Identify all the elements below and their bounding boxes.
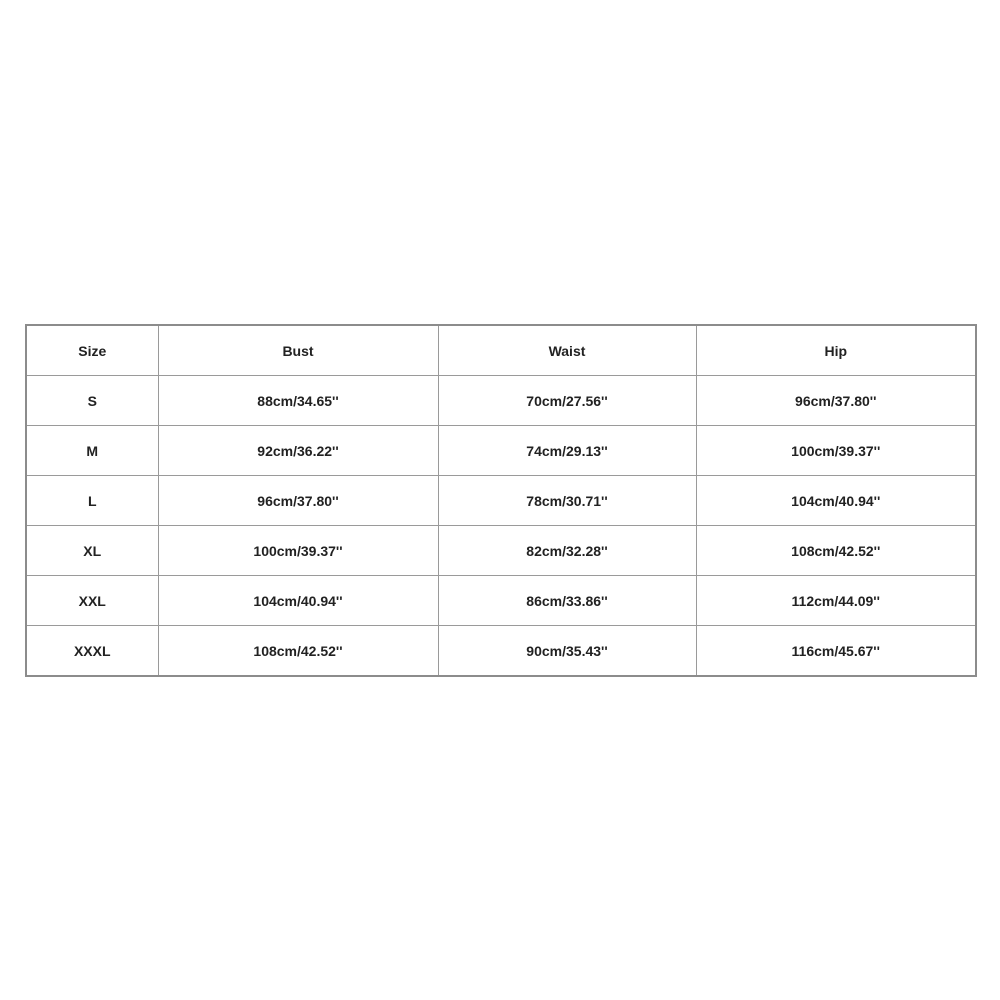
cell-size: XXL	[26, 576, 158, 626]
table-row	[26, 376, 976, 426]
cell-waist: 86cm/33.86''	[438, 576, 696, 626]
header-size: Size	[26, 325, 158, 376]
cell-waist: 82cm/32.28''	[438, 526, 696, 576]
cell-hip: 116cm/45.67''	[696, 626, 976, 677]
cell-bust: 108cm/42.52''	[158, 626, 438, 677]
header-hip: Hip	[696, 325, 976, 376]
cell-size: XXXL	[26, 626, 158, 677]
cell-waist: 70cm/27.56''	[438, 376, 696, 426]
cell-size: M	[26, 426, 158, 476]
cell-bust: 92cm/36.22''	[158, 426, 438, 476]
cell-hip: 108cm/42.52''	[696, 526, 976, 576]
cell-hip: 112cm/44.09''	[696, 576, 976, 626]
table-row	[26, 426, 976, 476]
cell-bust: 96cm/37.80''	[158, 476, 438, 526]
cell-hip: 96cm/37.80''	[696, 376, 976, 426]
cell-bust: 100cm/39.37''	[158, 526, 438, 576]
cell-waist: 74cm/29.13''	[438, 426, 696, 476]
cell-waist: 90cm/35.43''	[438, 626, 696, 677]
table-row	[26, 476, 976, 526]
header-bust: Bust	[158, 325, 438, 376]
cell-hip: 104cm/40.94''	[696, 476, 976, 526]
cell-size: XL	[26, 526, 158, 576]
header-waist: Waist	[438, 325, 696, 376]
cell-bust: 88cm/34.65''	[158, 376, 438, 426]
header-row	[26, 325, 976, 376]
cell-bust: 104cm/40.94''	[158, 576, 438, 626]
table-row	[26, 576, 976, 626]
cell-hip: 100cm/39.37''	[696, 426, 976, 476]
cell-size: S	[26, 376, 158, 426]
cell-size: L	[26, 476, 158, 526]
size-chart-table	[25, 324, 977, 677]
cell-waist: 78cm/30.71''	[438, 476, 696, 526]
table-row	[26, 526, 976, 576]
table-row	[26, 626, 976, 677]
